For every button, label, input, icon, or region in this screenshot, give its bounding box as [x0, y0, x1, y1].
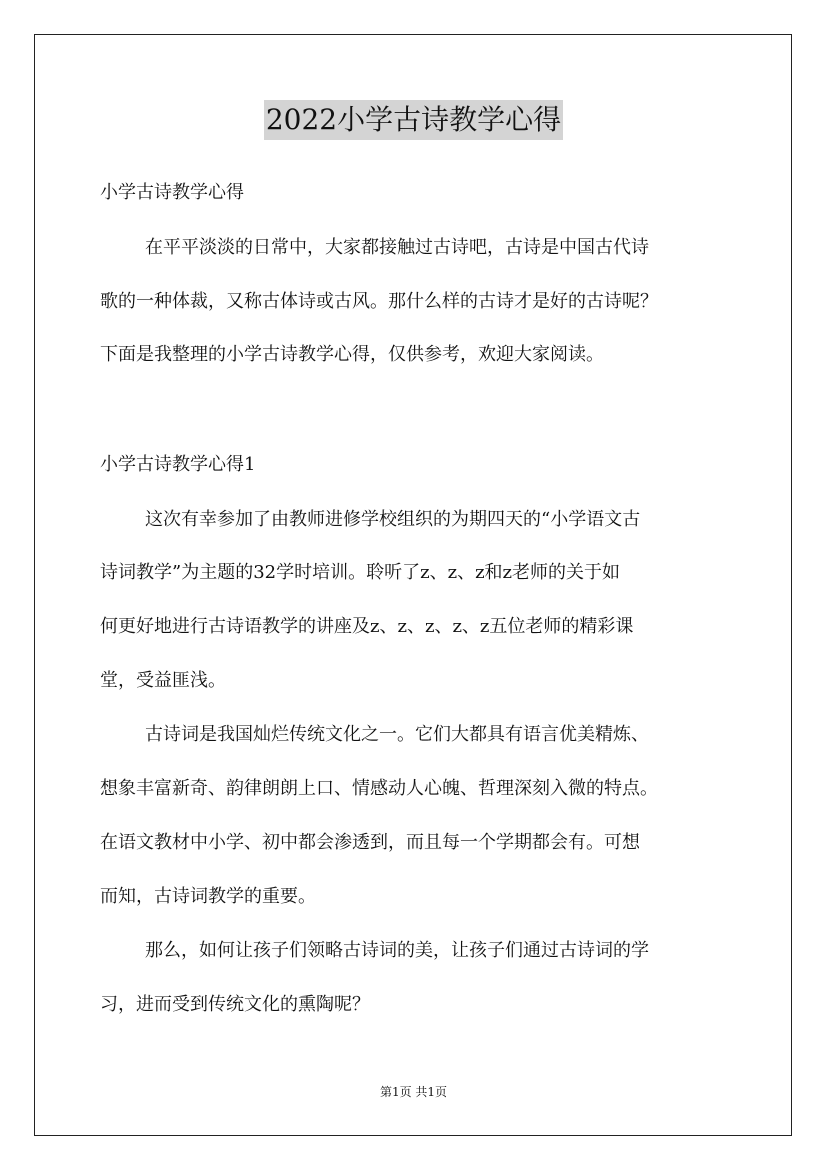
para2-line-2: 想象丰富新奇、韵律朗朗上口、情感动人心魄、哲理深刻入微的特点。 [100, 778, 658, 799]
document-title: 2022小学古诗教学心得 [264, 100, 563, 140]
intro-line-1: 在平平淡淡的日常中，大家都接触过古诗吧，古诗是中国古代诗 [145, 237, 649, 258]
para1-line-4: 堂，受益匪浅。 [100, 670, 226, 691]
intro-line-3: 下面是我整理的小学古诗教学心得，仅供参考，欢迎大家阅读。 [100, 344, 604, 365]
page-footer: 第1页 共1页 [379, 1085, 448, 1099]
para1-line-1: 这次有幸参加了由教师进修学校组织的为期四天的“小学语文古 [145, 509, 641, 530]
para1-line-2: 诗词教学”为主题的32学时培训。聆听了z、z、z和z老师的关于如 [100, 562, 621, 583]
para3-line-2: 习，进而受到传统文化的熏陶呢？ [100, 994, 370, 1015]
section1-heading: 小学古诗教学心得1 [100, 454, 256, 475]
para1-line-3: 何更好地进行古诗语教学的讲座及z、z、z、z、z五位老师的精彩课 [100, 616, 634, 637]
title-container [0, 100, 827, 140]
para3-line-1: 那么，如何让孩子们领略古诗词的美，让孩子们通过古诗词的学 [145, 940, 649, 961]
para2-line-1: 古诗词是我国灿烂传统文化之一。它们大都具有语言优美精炼、 [145, 724, 649, 745]
intro-line-2: 歌的一种体裁，又称古体诗或古风。那什么样的古诗才是好的古诗呢？ [100, 291, 658, 312]
main-heading: 小学古诗教学心得 [100, 182, 244, 203]
para2-line-4: 而知，古诗词教学的重要。 [100, 886, 316, 907]
para2-line-3: 在语文教材中小学、初中都会渗透到，而且每一个学期都会有。可想 [100, 832, 640, 853]
